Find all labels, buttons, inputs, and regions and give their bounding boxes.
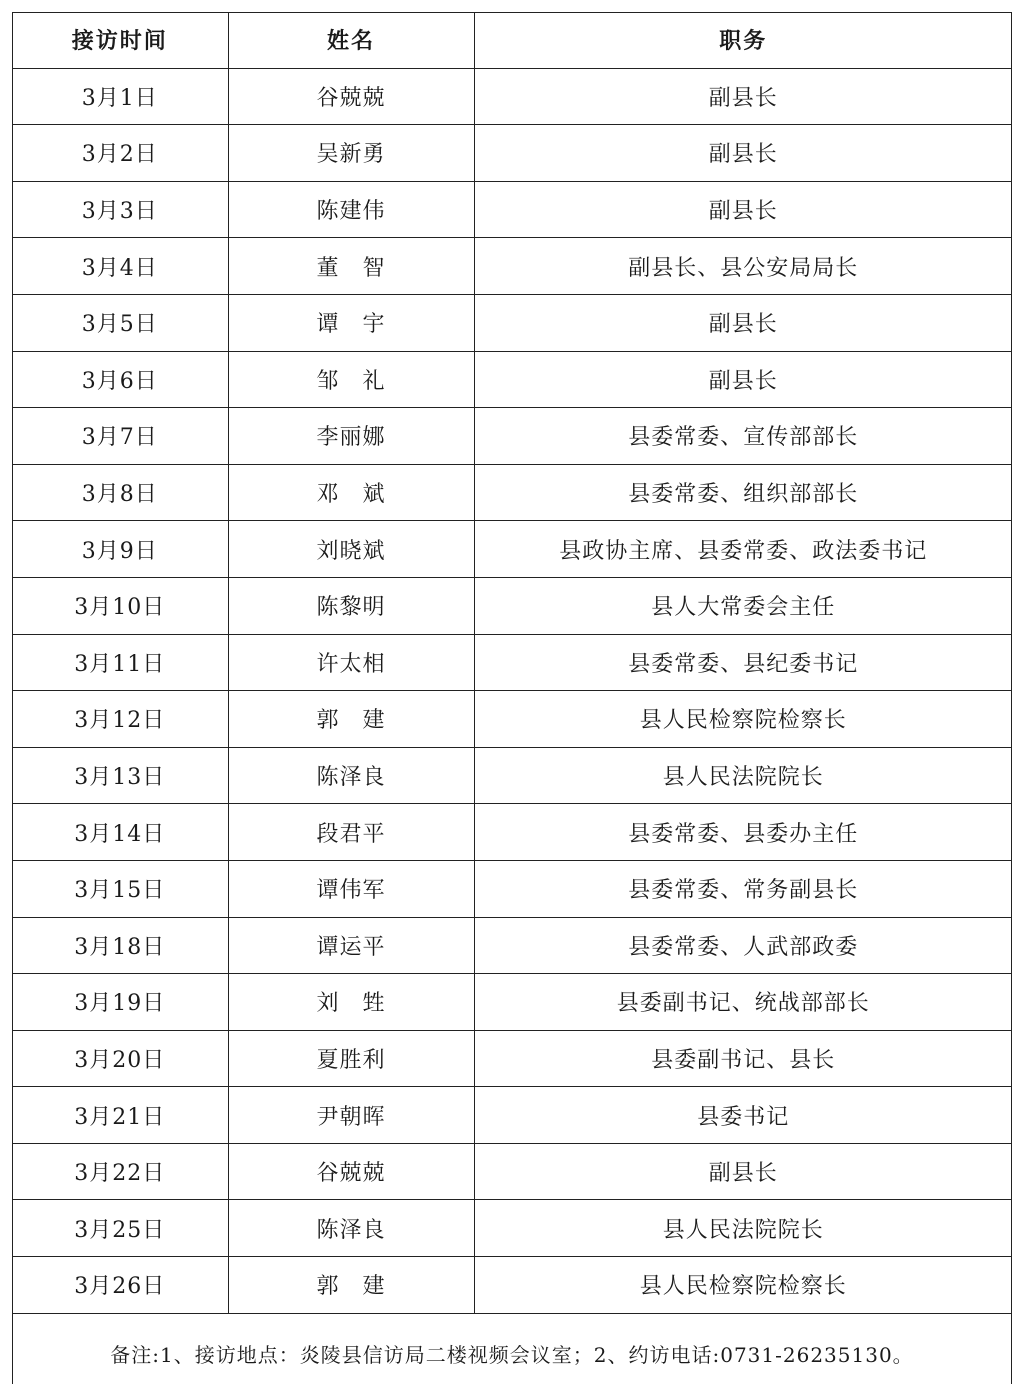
- table-row: [12, 521, 1012, 578]
- table-row: [12, 1030, 1012, 1087]
- cell-official-name: 刘晓斌: [228, 521, 474, 578]
- cell-official-position: 县委常委、县委办主任: [474, 804, 1012, 861]
- table-row: [12, 1087, 1012, 1144]
- table-row: [12, 974, 1012, 1031]
- cell-official-position: 县委常委、县纪委书记: [474, 634, 1012, 691]
- cell-reception-date: 3月15日: [12, 860, 228, 917]
- table-row: [12, 408, 1012, 465]
- table-row: [12, 691, 1012, 748]
- cell-official-name: 邓 斌: [228, 464, 474, 521]
- cell-official-position: 县人民法院院长: [474, 747, 1012, 804]
- cell-official-position: 县委常委、常务副县长: [474, 860, 1012, 917]
- cell-official-position: 副县长: [474, 1143, 1012, 1200]
- cell-official-position: 副县长: [474, 68, 1012, 125]
- cell-reception-date: 3月13日: [12, 747, 228, 804]
- table-row: [12, 68, 1012, 125]
- cell-official-position: 县人民法院院长: [474, 1200, 1012, 1257]
- cell-reception-date: 3月11日: [12, 634, 228, 691]
- cell-official-position: 县人民检察院检察长: [474, 1257, 1012, 1314]
- cell-reception-date: 3月1日: [12, 68, 228, 125]
- cell-reception-date: 3月12日: [12, 691, 228, 748]
- cell-official-name: 陈建伟: [228, 181, 474, 238]
- table-row: [12, 294, 1012, 351]
- cell-official-name: 尹朝晖: [228, 1087, 474, 1144]
- table-header-row: [12, 12, 1012, 68]
- table-row: [12, 351, 1012, 408]
- table-row: [12, 1257, 1012, 1314]
- cell-official-name: 郭 建: [228, 691, 474, 748]
- cell-official-name: 谭 宇: [228, 294, 474, 351]
- header-position: 职务: [474, 12, 1012, 68]
- cell-official-name: 陈黎明: [228, 577, 474, 634]
- cell-reception-date: 3月3日: [12, 181, 228, 238]
- cell-official-name: 吴新勇: [228, 125, 474, 182]
- table-row: [12, 634, 1012, 691]
- cell-official-position: 副县长: [474, 181, 1012, 238]
- cell-official-name: 夏胜利: [228, 1030, 474, 1087]
- header-name: 姓名: [228, 12, 474, 68]
- cell-reception-date: 3月22日: [12, 1143, 228, 1200]
- table-row: [12, 747, 1012, 804]
- cell-official-position: 县委书记: [474, 1087, 1012, 1144]
- table-row: [12, 577, 1012, 634]
- cell-reception-date: 3月25日: [12, 1200, 228, 1257]
- table-row: [12, 804, 1012, 861]
- cell-official-name: 谷兢兢: [228, 68, 474, 125]
- cell-official-position: 县人大常委会主任: [474, 577, 1012, 634]
- cell-official-name: 段君平: [228, 804, 474, 861]
- table-row: [12, 181, 1012, 238]
- cell-reception-date: 3月2日: [12, 125, 228, 182]
- cell-official-name: 谭运平: [228, 917, 474, 974]
- cell-official-name: 许太相: [228, 634, 474, 691]
- cell-official-position: 县人民检察院检察长: [474, 691, 1012, 748]
- cell-reception-date: 3月10日: [12, 577, 228, 634]
- cell-reception-date: 3月19日: [12, 974, 228, 1031]
- cell-reception-date: 3月6日: [12, 351, 228, 408]
- reception-schedule-table: [12, 12, 1012, 1314]
- cell-reception-date: 3月14日: [12, 804, 228, 861]
- header-reception-time: 接访时间: [12, 12, 228, 68]
- table-row: [12, 1143, 1012, 1200]
- cell-reception-date: 3月26日: [12, 1257, 228, 1314]
- cell-official-name: 谷兢兢: [228, 1143, 474, 1200]
- cell-official-position: 县委常委、宣传部部长: [474, 408, 1012, 465]
- cell-official-position: 县政协主席、县委常委、政法委书记: [474, 521, 1012, 578]
- cell-reception-date: 3月9日: [12, 521, 228, 578]
- cell-reception-date: 3月5日: [12, 294, 228, 351]
- cell-reception-date: 3月21日: [12, 1087, 228, 1144]
- table-row: [12, 917, 1012, 974]
- cell-official-position: 县委副书记、县长: [474, 1030, 1012, 1087]
- cell-official-position: 县委常委、组织部部长: [474, 464, 1012, 521]
- cell-official-name: 刘 甡: [228, 974, 474, 1031]
- cell-official-position: 副县长: [474, 351, 1012, 408]
- cell-official-name: 陈泽良: [228, 1200, 474, 1257]
- cell-official-position: 县委常委、人武部政委: [474, 917, 1012, 974]
- table-row: [12, 860, 1012, 917]
- cell-official-position: 副县长: [474, 294, 1012, 351]
- cell-reception-date: 3月8日: [12, 464, 228, 521]
- cell-official-name: 邹 礼: [228, 351, 474, 408]
- cell-official-position: 副县长、县公安局局长: [474, 238, 1012, 295]
- table-row: [12, 238, 1012, 295]
- cell-reception-date: 3月7日: [12, 408, 228, 465]
- cell-official-name: 李丽娜: [228, 408, 474, 465]
- cell-official-name: 谭伟军: [228, 860, 474, 917]
- cell-reception-date: 3月20日: [12, 1030, 228, 1087]
- cell-official-name: 陈泽良: [228, 747, 474, 804]
- footnote: 备注:1、接访地点：炎陵县信访局二楼视频会议室；2、约访电话:0731-26235130。: [110, 1343, 914, 1367]
- table-row: [12, 1200, 1012, 1257]
- cell-official-position: 县委副书记、统战部部长: [474, 974, 1012, 1031]
- table-row: [12, 464, 1012, 521]
- cell-reception-date: 3月18日: [12, 917, 228, 974]
- cell-official-name: 董 智: [228, 238, 474, 295]
- cell-official-position: 副县长: [474, 125, 1012, 182]
- table-row: [12, 125, 1012, 182]
- table-body: [12, 68, 1012, 1313]
- cell-official-name: 郭 建: [228, 1257, 474, 1314]
- cell-reception-date: 3月4日: [12, 238, 228, 295]
